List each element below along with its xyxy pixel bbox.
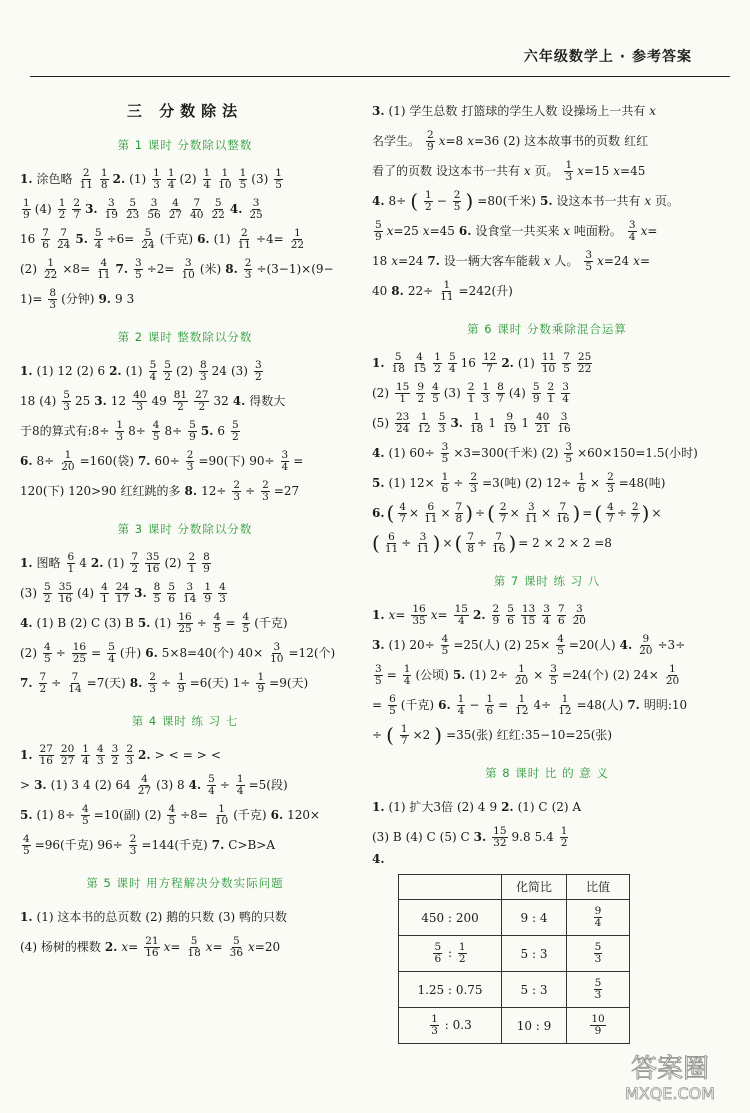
answer-line: 18 (4) $\frac{5}{3}$ 25 3. 12 $\frac{40}{3}$ 49 $\frac{81}{2}$ $\frac{27}{2}$ 32 4. 得数大 bbox=[20, 388, 286, 413]
answer-line: (2) $\frac{15}{1}$ $\frac{9}{2}$ $\frac{4}{5}$ (3) $\frac{2}{1}$ $\frac{1}{3}$ $\frac{8}{7}$ (4) $\frac{5}{9}$ $\frac{2}{1}$ $\frac{3}{4}$ bbox=[372, 380, 569, 405]
left-column bbox=[20, 96, 350, 962]
page-header-title: 六年级数学上 · 参考答案 bbox=[523, 49, 692, 65]
answer-line: 看了的页数 设这本书一共有 x 页。 $\frac{1}{3}$ x=15 x=45 bbox=[372, 158, 646, 183]
answer-line: (4) 杨树的棵数 2. x= $\frac{21}{16}$ x= $\frac{5}{18}$ x= $\frac{5}{36}$ x=20 bbox=[20, 934, 281, 959]
table-row bbox=[399, 1008, 630, 1044]
answer-line: 18 x=24 7. 设一辆大客车能载 x 人。 $\frac{3}{5}$ x=24 x= bbox=[372, 248, 650, 273]
answer-line: 6. 8÷ $\frac{1}{20}$ =160(袋) 7. 60÷ $\frac{2}{3}$ =90(下) 90÷ $\frac{3}{4}$ = bbox=[20, 448, 304, 473]
answer-line: (2) $\frac{1}{22}$ ×8= $\frac{4}{11}$ 7. $\frac{3}{5}$ ÷2= $\frac{3}{10}$ (米) 8. $\frac{2}{3}$ ÷(3−1)×(9− bbox=[20, 256, 334, 281]
table-cell: $\frac{1}{3}$ : 0.3 bbox=[399, 1008, 502, 1044]
answer-line: 5. (1) 12× $\frac{1}{6}$ ÷ $\frac{2}{3}$ =3(吨) (2) 12÷ $\frac{1}{6}$ × $\frac{2}{3}$ =48(吨) bbox=[372, 470, 666, 495]
answer-line: 1. (1) 这本书的总页数 (2) 鹅的只数 (3) 鸭的只数 bbox=[20, 910, 288, 924]
answer-line: 1)= $\frac{8}{3}$ (分钟) 9. 9 3 bbox=[20, 286, 135, 311]
answer-line: 4. 8÷ ( $\frac{1}{2}$ − $\frac{2}{5}$ ) =80(千米) 5. 设这本书一共有 x 页。 bbox=[372, 188, 679, 213]
answer-line: > 3. (1) 3 4 (2) 64 $\frac{4}{27}$ (3) 8 4. $\frac{5}{4}$ ÷ $\frac{1}{4}$ =5(段) bbox=[20, 772, 288, 797]
table-header-cell: 化简比 bbox=[502, 875, 567, 900]
table-cell: 5 : 3 bbox=[502, 936, 567, 972]
table-cell: $\frac{5}{6}$ : $\frac{1}{2}$ bbox=[399, 936, 502, 972]
lesson-heading-2: 第 2 课时 整数除以分数 bbox=[117, 330, 253, 344]
table-row bbox=[399, 972, 630, 1008]
answer-line: 1. (1) 扩大3倍 (2) 4 9 2. (1) C (2) A bbox=[372, 800, 582, 814]
lesson-heading-8: 第 8 课时 比 的 意 义 bbox=[485, 766, 609, 780]
ratio-table bbox=[398, 874, 630, 1044]
table-row bbox=[399, 900, 630, 936]
watermark-text: 答案圈 bbox=[630, 1054, 710, 1084]
answer-line: (3) B (4) C (5) C 3. $\frac{15}{32}$ 9.8 5.4 $\frac{1}{2}$ bbox=[372, 824, 568, 849]
answer-line: (2) $\frac{4}{5}$ ÷ $\frac{16}{25}$ = $\frac{5}{4}$ (升) 6. 5×8=40(个) 40× $\frac{3}{10}$ =12(个) bbox=[20, 640, 336, 665]
answer-line: (3) $\frac{5}{2}$ $\frac{35}{16}$ (4) $\frac{4}{1}$ $\frac{24}{17}$ 3. $\frac{8}{5}$ $\frac{5}{6}$ $\frac{3}{14}$ $\frac{1}{9}$ $\frac{4}{3}$ bbox=[20, 580, 226, 605]
right-column bbox=[372, 96, 722, 1044]
table-cell: 5 : 3 bbox=[502, 972, 567, 1008]
answer-line: ( $\frac{6}{11}$ ÷ $\frac{3}{11}$ ) × ( $\frac{7}{8}$ ÷ $\frac{7}{16}$ ) = 2 × 2 × 2 =8 bbox=[372, 530, 612, 555]
lesson-heading-4: 第 4 课时 练 习 七 bbox=[131, 714, 239, 728]
table-row bbox=[399, 936, 630, 972]
answer-line: 1. $\frac{5}{18}$ $\frac{4}{15}$ $\frac{1}{2}$ $\frac{5}{4}$ 16 $\frac{12}{7}$ 2. (1) $\frac{11}{10}$ $\frac{7}{5}$ $\frac{25}{22}$ bbox=[372, 350, 592, 375]
answer-line: $\frac{4}{5}$ =96(千克) 96÷ $\frac{2}{3}$ =144(千克) 7. C>B>A bbox=[23, 832, 276, 857]
answer-line: (5) $\frac{23}{24}$ $\frac{1}{12}$ $\frac{5}{3}$ 3. $\frac{1}{18}$ 1 $\frac{9}{19}$ 1 $\frac{40}{21}$ $\frac{3}{16}$ bbox=[372, 410, 571, 435]
lesson-heading-3: 第 3 课时 分数除以分数 bbox=[117, 522, 253, 536]
answer-line: 于8的算式有:8÷ $\frac{1}{3}$ 8÷ $\frac{4}{5}$ 8÷ $\frac{5}{9}$ 5. 6 $\frac{5}{2}$ bbox=[20, 418, 239, 443]
watermark-url: MXQE.COM bbox=[624, 1084, 716, 1103]
answer-line: 16 $\frac{7}{6}$ $\frac{7}{24}$ 5. $\frac{5}{4}$ ÷6= $\frac{5}{24}$ (千克) 6. (1) $\frac{2}{11}$ ÷4= $\frac{1}{22}$ bbox=[20, 226, 305, 251]
answer-line: $\frac{5}{9}$ x=25 x=45 6. 设食堂一共买来 x 吨面粉。 $\frac{3}{4}$ x= bbox=[375, 218, 658, 243]
answer-line: 1. 涂色略 $\frac{2}{11}$ $\frac{1}{8}$ 2. (1) $\frac{1}{3}$ $\frac{1}{4}$ (2) $\frac{1}{4}$ $\frac{1}{10}$ $\frac{1}{5}$ (3) $\frac{1}{5}$ bbox=[20, 166, 282, 191]
table-header-cell: 比值 bbox=[567, 875, 630, 900]
answer-line: ÷ ( $\frac{1}{7}$ ×2 ) =35(张) 红红:35−10=25(张) bbox=[372, 722, 613, 747]
answer-line: 3. (1) 20÷ $\frac{4}{5}$ =25(人) (2) 25× $\frac{4}{5}$ =20(人) 4. $\frac{9}{20}$ ÷3÷ bbox=[372, 632, 686, 657]
header-divider bbox=[30, 76, 730, 77]
answer-line: 4. (1) B (2) C (3) B 5. (1) $\frac{16}{25}$ ÷ $\frac{4}{5}$ = $\frac{4}{5}$ (千克) bbox=[20, 610, 288, 635]
chapter-title: 三 分数除法 bbox=[126, 102, 244, 120]
answer-line: 3. (1) 学生总数 打篮球的学生人数 设操场上一共有 x bbox=[372, 104, 656, 118]
lesson-heading-5: 第 5 课时 用方程解决分数实际问题 bbox=[86, 876, 284, 890]
table-cell: 10 : 9 bbox=[502, 1008, 567, 1044]
table-cell: 450 : 200 bbox=[399, 900, 502, 936]
answer-line: 1. x= $\frac{16}{35}$ x= $\frac{15}{4}$ 2. $\frac{2}{9}$ $\frac{5}{6}$ $\frac{13}{15}$ $\frac{3}{4}$ $\frac{7}{6}$ $\frac{3}{20}$ bbox=[372, 602, 586, 627]
table-cell: 9 : 4 bbox=[502, 900, 567, 936]
answer-line: 6. ( $\frac{4}{7}$ × $\frac{6}{11}$ × $\frac{7}{8}$ ) ÷ ( $\frac{2}{7}$ × $\frac{3}{11}$ × $\frac{7}{16}$ ) = ( $\frac{4}{7}$ ÷ $\frac{2}{7}$ ) × bbox=[372, 500, 662, 525]
table-cell: $\frac{5}{3}$ bbox=[567, 972, 630, 1008]
table-cell: $\frac{10}{9}$ bbox=[567, 1008, 630, 1044]
table-cell: $\frac{9}{4}$ bbox=[567, 900, 630, 936]
lesson-heading-1: 第 1 课时 分数除以整数 bbox=[117, 138, 253, 152]
lesson-heading-7: 第 7 课时 练 习 八 bbox=[493, 574, 601, 588]
answer-line: 名学生。 $\frac{2}{9}$ x=8 x=36 (2) 这本故事书的页数 红红 bbox=[372, 128, 649, 153]
answer-line: 40 8. 22÷ $\frac{1}{11}$ =242(升) bbox=[372, 278, 513, 303]
answer-line: 7. $\frac{7}{2}$ ÷ $\frac{7}{14}$ =7(天) 8. $\frac{2}{3}$ ÷ $\frac{1}{9}$ =6(天) 1÷ $\frac{1}{9}$ =9(天) bbox=[20, 670, 309, 695]
answer-line: = $\frac{6}{5}$ (千克) 6. $\frac{1}{4}$ − $\frac{1}{6}$ = $\frac{1}{12}$ 4÷ $\frac{1}{12}$ =48(人) 7. 明明:10 bbox=[372, 692, 688, 717]
table-header-cell bbox=[399, 875, 502, 900]
answer-line: 4. (1) 60÷ $\frac{3}{5}$ ×3=300(千米) (2) $\frac{3}{5}$ ×60×150=1.5(小时) bbox=[372, 440, 698, 465]
answer-line: 120(下) 120>90 红红跳的多 8. 12÷ $\frac{2}{3}$ ÷ $\frac{2}{3}$ =27 bbox=[20, 478, 300, 503]
answer-line: 1. 图略 $\frac{6}{1}$ 4 2. (1) $\frac{7}{2}$ $\frac{35}{16}$ (2) $\frac{2}{1}$ $\frac{8}{9}$ bbox=[20, 550, 210, 575]
answer-line: $\frac{3}{5}$ = $\frac{1}{4}$ (公顷) 5. (1) 2÷ $\frac{1}{20}$ × $\frac{3}{5}$ =24(个) (2) 24× $\frac{1}{20}$ bbox=[375, 662, 680, 687]
answer-line: 1. $\frac{27}{16}$ $\frac{20}{27}$ $\frac{1}{4}$ $\frac{4}{3}$ $\frac{3}{2}$ $\frac{2}{3}$ 2. > < = > < bbox=[20, 742, 221, 767]
table-cell: 1.25 : 0.75 bbox=[399, 972, 502, 1008]
answer-line: $\frac{1}{9}$ (4) $\frac{1}{2}$ $\frac{2}{7}$ 3. $\frac{3}{19}$ $\frac{5}{23}$ $\frac{3}{56}$ $\frac{4}{27}$ $\frac{7}{40}$ $\frac{5}{22}$ 4. $\frac{3}{25}$ bbox=[23, 196, 263, 221]
lesson-heading-6: 第 6 课时 分数乘除混合运算 bbox=[467, 322, 627, 336]
table-cell: $\frac{5}{3}$ bbox=[567, 936, 630, 972]
answer-line: 4. bbox=[372, 852, 385, 866]
answer-line: 5. (1) 8÷ $\frac{4}{5}$ =10(副) (2) $\frac{4}{5}$ ÷8= $\frac{1}{10}$ (千克) 6. 120× bbox=[20, 802, 321, 827]
answer-line: 1. (1) 12 (2) 6 2. (1) $\frac{5}{4}$ $\frac{5}{2}$ (2) $\frac{8}{3}$ 24 (3) $\frac{3}{2}$ bbox=[20, 358, 262, 383]
watermark-logo bbox=[600, 1045, 740, 1105]
